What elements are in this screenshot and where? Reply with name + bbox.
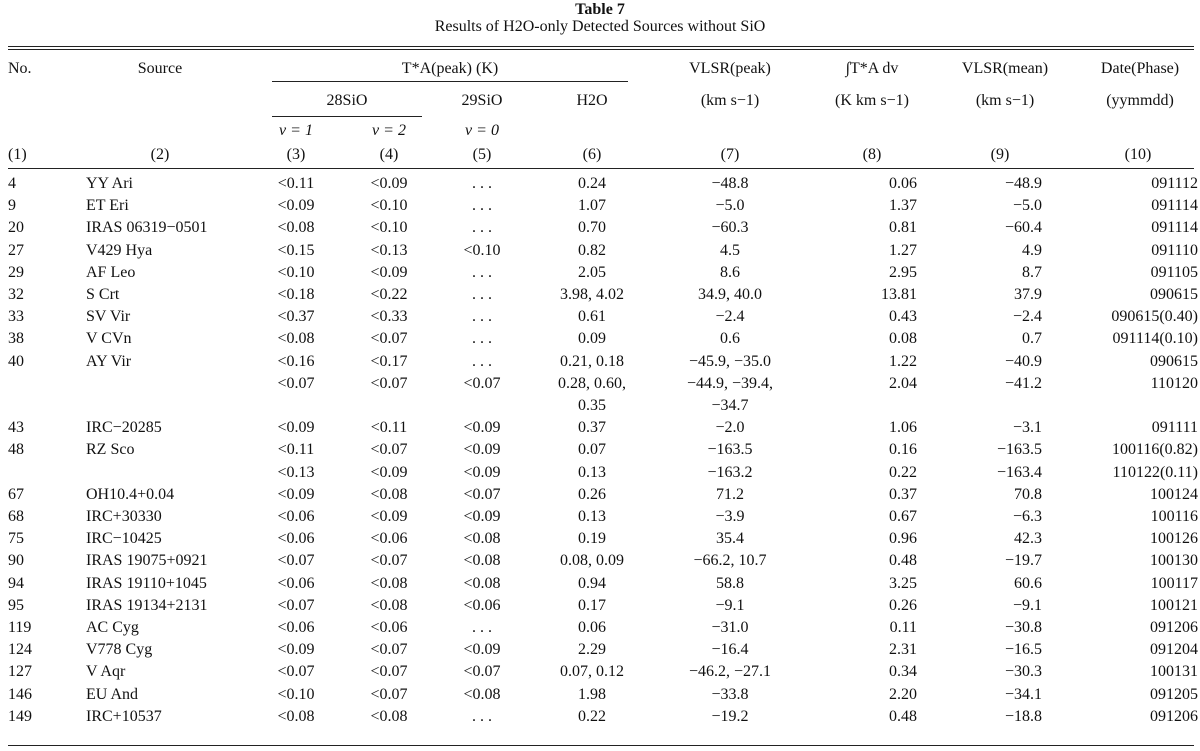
row-vlsr-peak: −3.9 — [715, 508, 745, 525]
row-vlsr-mean: −2.4 — [1012, 308, 1042, 325]
row-28sio-v2: <0.09 — [370, 264, 408, 281]
row-date: 091112 — [1151, 175, 1198, 192]
row-vlsr-peak: −34.7 — [711, 397, 749, 414]
row-source: IRC−10425 — [86, 530, 162, 547]
row-29sio-v0: . . . — [472, 219, 492, 236]
row-h2o: 0.06 — [578, 619, 606, 636]
row-h2o: 0.22 — [578, 708, 606, 725]
row-no: 33 — [8, 308, 24, 325]
row-vlsr-peak: −5.0 — [715, 197, 745, 214]
row-vlsr-peak: −66.2, 10.7 — [693, 552, 767, 569]
row-vlsr-peak: −19.2 — [711, 708, 749, 725]
row-integral: 0.37 — [889, 486, 917, 503]
row-integral: 1.22 — [889, 353, 917, 370]
header-v2: v = 2 — [372, 122, 406, 139]
row-28sio-v1: <0.13 — [277, 464, 315, 481]
row-28sio-v2: <0.06 — [370, 530, 408, 547]
row-h2o: 0.28, 0.60, — [558, 375, 626, 392]
row-vlsr-mean: −3.1 — [1012, 419, 1042, 436]
row-no: 48 — [8, 441, 24, 458]
row-29sio-v0: . . . — [472, 286, 492, 303]
row-h2o: 2.05 — [578, 264, 606, 281]
row-h2o: 0.07, 0.12 — [560, 663, 624, 680]
header-rule — [8, 168, 1194, 169]
row-vlsr-peak: −2.0 — [715, 419, 745, 436]
row-vlsr-peak: −16.4 — [711, 641, 749, 658]
row-no: 4 — [8, 175, 16, 192]
row-no: 40 — [8, 353, 24, 370]
row-h2o: 0.82 — [578, 242, 606, 259]
row-28sio-v1: <0.16 — [277, 353, 315, 370]
header-integral-unit: (K km s−1) — [835, 92, 909, 109]
row-28sio-v1: <0.08 — [277, 330, 315, 347]
row-h2o: 0.13 — [578, 464, 606, 481]
row-vlsr-mean: −163.4 — [996, 464, 1042, 481]
row-vlsr-peak: −31.0 — [711, 619, 749, 636]
row-28sio-v2: <0.13 — [370, 242, 408, 259]
row-29sio-v0: . . . — [472, 264, 492, 281]
row-29sio-v0: <0.08 — [463, 552, 501, 569]
row-28sio-v1: <0.08 — [277, 708, 315, 725]
row-vlsr-peak: −48.8 — [711, 175, 749, 192]
row-h2o: 3.98, 4.02 — [560, 286, 624, 303]
row-date: 091111 — [1151, 419, 1198, 436]
row-28sio-v2: <0.07 — [370, 375, 408, 392]
row-date: 091105 — [1150, 264, 1198, 281]
top-rule-1 — [8, 46, 1194, 47]
row-vlsr-peak: 71.2 — [716, 486, 744, 503]
row-no: 119 — [8, 619, 32, 636]
row-h2o: 0.21, 0.18 — [560, 353, 624, 370]
header-vlsr-mean-unit: (km s−1) — [975, 92, 1035, 109]
row-28sio-v1: <0.09 — [277, 641, 315, 658]
row-integral: 1.06 — [889, 419, 917, 436]
row-no: 124 — [8, 641, 32, 658]
row-vlsr-mean: 42.3 — [1014, 530, 1042, 547]
column-number: (9) — [990, 146, 1010, 163]
row-integral: 1.27 — [889, 242, 917, 259]
row-29sio-v0: <0.07 — [463, 375, 501, 392]
header-date-unit: (yymmdd) — [1106, 92, 1174, 109]
row-integral: 3.25 — [889, 575, 917, 592]
row-28sio-v1: <0.10 — [277, 264, 315, 281]
row-29sio-v0: <0.08 — [463, 530, 501, 547]
column-number: (3) — [286, 146, 306, 163]
row-integral: 0.34 — [889, 663, 917, 680]
row-29sio-v0: . . . — [472, 330, 492, 347]
header-h2o: H2O — [576, 92, 608, 109]
header-integral: ∫T*A dv — [845, 60, 899, 77]
row-source: V Aqr — [86, 663, 126, 680]
row-integral: 0.43 — [889, 308, 917, 325]
header-v0: v = 0 — [465, 122, 499, 139]
row-vlsr-mean: −5.0 — [1012, 197, 1042, 214]
row-vlsr-peak: 0.6 — [720, 330, 740, 347]
row-h2o: 1.98 — [578, 686, 606, 703]
row-vlsr-mean: −18.8 — [1004, 708, 1042, 725]
header-no: No. — [8, 60, 32, 77]
row-28sio-v2: <0.08 — [370, 708, 408, 725]
row-date: 091206 — [1150, 619, 1198, 636]
row-vlsr-peak: 4.5 — [720, 242, 740, 259]
row-29sio-v0: <0.08 — [463, 575, 501, 592]
column-number: (7) — [720, 146, 740, 163]
row-28sio-v1: <0.06 — [277, 530, 315, 547]
row-28sio-v1: <0.18 — [277, 286, 315, 303]
row-no: 146 — [8, 686, 32, 703]
row-vlsr-mean: −163.5 — [996, 441, 1042, 458]
column-number: (5) — [472, 146, 492, 163]
row-source: IRAS 19134+2131 — [86, 597, 208, 614]
row-integral: 2.95 — [889, 264, 917, 281]
row-no: 94 — [8, 575, 24, 592]
row-date: 100124 — [1150, 486, 1198, 503]
row-vlsr-mean: 0.7 — [1022, 330, 1042, 347]
row-no: 90 — [8, 552, 24, 569]
row-vlsr-peak: −33.8 — [711, 686, 749, 703]
row-29sio-v0: <0.06 — [463, 597, 501, 614]
row-source: EU And — [86, 686, 138, 703]
row-source: IRAS 19110+1045 — [86, 575, 207, 592]
row-28sio-v1: <0.07 — [277, 552, 315, 569]
row-vlsr-peak: 34.9, 40.0 — [698, 286, 762, 303]
row-date: 090615 — [1150, 286, 1198, 303]
row-date: 090615(0.40) — [1111, 308, 1198, 325]
row-vlsr-mean: 37.9 — [1014, 286, 1042, 303]
row-vlsr-mean: −34.1 — [1004, 686, 1042, 703]
row-integral: 1.37 — [889, 197, 917, 214]
row-28sio-v1: <0.09 — [277, 486, 315, 503]
row-h2o: 0.37 — [578, 419, 606, 436]
row-source: ET Eri — [86, 197, 129, 214]
header-29sio: 29SiO — [461, 92, 503, 109]
row-no: 43 — [8, 419, 24, 436]
row-date: 100131 — [1150, 663, 1198, 680]
row-28sio-v2: <0.09 — [370, 175, 408, 192]
row-source: AY Vir — [86, 353, 132, 370]
row-date: 100116(0.82) — [1111, 441, 1198, 458]
row-vlsr-peak: 35.4 — [716, 530, 744, 547]
row-source: AC Cyg — [86, 619, 139, 636]
row-vlsr-mean: −16.5 — [1004, 641, 1042, 658]
row-vlsr-mean: −40.9 — [1004, 353, 1042, 370]
row-28sio-v2: <0.08 — [370, 597, 408, 614]
row-source: V778 Cyg — [86, 641, 153, 658]
row-28sio-v2: <0.07 — [370, 663, 408, 680]
row-vlsr-peak: −60.3 — [711, 219, 749, 236]
row-28sio-v1: <0.06 — [277, 619, 315, 636]
row-28sio-v1: <0.09 — [277, 197, 315, 214]
row-h2o: 0.26 — [578, 486, 606, 503]
row-vlsr-peak: 8.6 — [720, 264, 740, 281]
row-28sio-v2: <0.07 — [370, 641, 408, 658]
row-source: OH10.4+0.04 — [86, 486, 175, 503]
row-integral: 2.20 — [889, 686, 917, 703]
bottom-rule — [8, 745, 1194, 746]
row-28sio-v1: <0.11 — [277, 175, 315, 192]
row-date: 091205 — [1150, 686, 1198, 703]
row-28sio-v2: <0.09 — [370, 464, 408, 481]
row-integral: 0.11 — [889, 619, 917, 636]
header-vlsr-peak: VLSR(peak) — [689, 60, 771, 77]
row-no: 20 — [8, 219, 24, 236]
row-integral: 0.96 — [889, 530, 917, 547]
row-29sio-v0: . . . — [472, 308, 492, 325]
row-no: 67 — [8, 486, 24, 503]
row-vlsr-mean: −30.3 — [1004, 663, 1042, 680]
row-vlsr-mean: −41.2 — [1004, 375, 1042, 392]
column-number: (4) — [379, 146, 399, 163]
row-no: 27 — [8, 242, 24, 259]
row-h2o: 1.07 — [578, 197, 606, 214]
row-29sio-v0: <0.08 — [463, 686, 501, 703]
row-28sio-v1: <0.15 — [277, 242, 315, 259]
column-number: (1) — [8, 146, 27, 163]
header-date: Date(Phase) — [1100, 60, 1180, 77]
header-v1: v = 1 — [279, 122, 313, 139]
row-date: 110122(0.11) — [1112, 464, 1198, 481]
row-date: 091204 — [1150, 641, 1198, 658]
row-no: 127 — [8, 663, 32, 680]
row-vlsr-mean: 60.6 — [1014, 575, 1042, 592]
row-28sio-v1: <0.10 — [277, 686, 315, 703]
row-date: 091206 — [1150, 708, 1198, 725]
row-integral: 2.31 — [889, 641, 917, 658]
row-vlsr-peak: −2.4 — [715, 308, 745, 325]
row-29sio-v0: <0.10 — [463, 242, 501, 259]
column-number: (10) — [1124, 146, 1152, 163]
row-28sio-v2: <0.33 — [370, 308, 408, 325]
row-date: 091114(0.10) — [1112, 330, 1198, 347]
row-source: IRC−20285 — [86, 419, 162, 436]
row-date: 100130 — [1150, 552, 1198, 569]
row-28sio-v1: <0.07 — [277, 663, 315, 680]
row-source: S Crt — [86, 286, 120, 303]
row-date: 100116 — [1150, 508, 1198, 525]
row-h2o: 0.17 — [578, 597, 606, 614]
row-integral: 0.22 — [889, 464, 917, 481]
row-vlsr-mean: 70.8 — [1014, 486, 1042, 503]
row-h2o: 0.70 — [578, 219, 606, 236]
row-vlsr-peak: −163.5 — [707, 441, 753, 458]
row-vlsr-mean: −9.1 — [1012, 597, 1042, 614]
row-no: 75 — [8, 530, 24, 547]
row-28sio-v2: <0.11 — [370, 419, 408, 436]
header-vlsr-peak-unit: (km s−1) — [700, 92, 760, 109]
header-28sio: 28SiO — [326, 92, 368, 109]
row-date: 100117 — [1150, 575, 1198, 592]
row-28sio-v2: <0.08 — [370, 486, 408, 503]
row-29sio-v0: <0.07 — [463, 663, 501, 680]
row-source: AF Leo — [86, 264, 136, 281]
row-29sio-v0: <0.09 — [463, 419, 501, 436]
row-28sio-v2: <0.07 — [370, 686, 408, 703]
row-integral: 0.06 — [889, 175, 917, 192]
row-source: IRC+10537 — [86, 708, 162, 725]
row-vlsr-mean: 4.9 — [1022, 242, 1042, 259]
row-29sio-v0: . . . — [472, 175, 492, 192]
row-h2o: 0.13 — [578, 508, 606, 525]
table-title: Results of H2O-only Detected Sources without SiO — [434, 18, 766, 35]
row-28sio-v1: <0.11 — [277, 441, 315, 458]
row-source: IRAS 19075+0921 — [86, 552, 208, 569]
row-vlsr-mean: −60.4 — [1004, 219, 1042, 236]
row-29sio-v0: <0.09 — [463, 464, 501, 481]
row-28sio-v1: <0.06 — [277, 575, 315, 592]
row-vlsr-mean: −30.8 — [1004, 619, 1042, 636]
table-number: Table 7 — [575, 1, 625, 18]
row-vlsr-peak: −45.9, −35.0 — [688, 353, 772, 370]
row-28sio-v1: <0.37 — [277, 308, 315, 325]
row-no: 149 — [8, 708, 32, 725]
row-29sio-v0: <0.07 — [463, 486, 501, 503]
row-integral: 2.04 — [889, 375, 917, 392]
row-vlsr-peak: −163.2 — [707, 464, 753, 481]
row-h2o: 0.09 — [578, 330, 606, 347]
row-h2o: 2.29 — [578, 641, 606, 658]
row-integral: 13.81 — [881, 286, 917, 303]
row-vlsr-mean: −48.9 — [1004, 175, 1042, 192]
row-29sio-v0: . . . — [472, 353, 492, 370]
row-no: 9 — [8, 197, 16, 214]
row-no: 29 — [8, 264, 24, 281]
row-date: 091110 — [1151, 242, 1198, 259]
row-source: V CVn — [86, 330, 132, 347]
row-28sio-v2: <0.08 — [370, 575, 408, 592]
row-integral: 0.26 — [889, 597, 917, 614]
row-source: RZ Sco — [86, 441, 135, 458]
row-vlsr-mean: −6.3 — [1012, 508, 1042, 525]
row-29sio-v0: <0.09 — [463, 441, 501, 458]
row-vlsr-mean: −19.7 — [1004, 552, 1042, 569]
row-29sio-v0: . . . — [472, 619, 492, 636]
row-h2o: 0.08, 0.09 — [560, 552, 624, 569]
row-source: YY Ari — [86, 175, 133, 192]
ta-group-rule — [272, 81, 628, 82]
28sio-rule — [272, 116, 422, 117]
row-h2o: 0.07 — [578, 441, 606, 458]
row-no: 68 — [8, 508, 24, 525]
row-28sio-v1: <0.07 — [277, 597, 315, 614]
row-h2o: 0.61 — [578, 308, 606, 325]
row-date: 110120 — [1150, 375, 1198, 392]
row-no: 38 — [8, 330, 24, 347]
column-number: (8) — [862, 146, 882, 163]
row-28sio-v2: <0.07 — [370, 552, 408, 569]
row-28sio-v2: <0.10 — [370, 197, 408, 214]
row-28sio-v2: <0.10 — [370, 219, 408, 236]
header-vlsr-mean: VLSR(mean) — [961, 60, 1049, 77]
row-integral: 0.08 — [889, 330, 917, 347]
row-source: V429 Hya — [86, 242, 153, 259]
row-date: 090615 — [1150, 353, 1198, 370]
row-h2o: 0.35 — [578, 397, 606, 414]
row-28sio-v2: <0.07 — [370, 330, 408, 347]
row-no: 32 — [8, 286, 24, 303]
row-integral: 0.48 — [889, 552, 917, 569]
header-ta-group: T*A(peak) (K) — [401, 60, 499, 77]
row-28sio-v2: <0.07 — [370, 441, 408, 458]
row-integral: 0.48 — [889, 708, 917, 725]
row-source: IRC+30330 — [86, 508, 162, 525]
row-vlsr-peak: 58.8 — [716, 575, 744, 592]
row-vlsr-peak: −9.1 — [715, 597, 745, 614]
row-28sio-v2: <0.17 — [370, 353, 408, 370]
row-29sio-v0: <0.09 — [463, 641, 501, 658]
row-29sio-v0: . . . — [472, 708, 492, 725]
column-number: (6) — [582, 146, 602, 163]
row-29sio-v0: <0.09 — [463, 508, 501, 525]
row-vlsr-peak: −46.2, −27.1 — [688, 663, 772, 680]
row-date: 100121 — [1150, 597, 1198, 614]
row-date: 100126 — [1150, 530, 1198, 547]
row-source: SV Vir — [86, 308, 131, 325]
row-28sio-v1: <0.07 — [277, 375, 315, 392]
row-integral: 0.67 — [889, 508, 917, 525]
column-number: (2) — [150, 146, 170, 163]
row-vlsr-peak: −44.9, −39.4, — [686, 375, 774, 392]
row-h2o: 0.24 — [578, 175, 606, 192]
row-date: 091114 — [1151, 197, 1198, 214]
row-h2o: 0.19 — [578, 530, 606, 547]
row-no: 95 — [8, 597, 24, 614]
row-29sio-v0: . . . — [472, 197, 492, 214]
row-28sio-v1: <0.08 — [277, 219, 315, 236]
row-integral: 0.81 — [889, 219, 917, 236]
row-28sio-v2: <0.22 — [370, 286, 408, 303]
row-28sio-v1: <0.06 — [277, 508, 315, 525]
row-28sio-v1: <0.09 — [277, 419, 315, 436]
row-date: 091114 — [1151, 219, 1198, 236]
row-source: IRAS 06319−0501 — [86, 219, 208, 236]
row-28sio-v2: <0.09 — [370, 508, 408, 525]
row-integral: 0.16 — [889, 441, 917, 458]
header-source: Source — [137, 60, 183, 77]
row-vlsr-mean: 8.7 — [1022, 264, 1042, 281]
row-28sio-v2: <0.06 — [370, 619, 408, 636]
row-h2o: 0.94 — [578, 575, 606, 592]
top-rule-2 — [8, 49, 1194, 50]
